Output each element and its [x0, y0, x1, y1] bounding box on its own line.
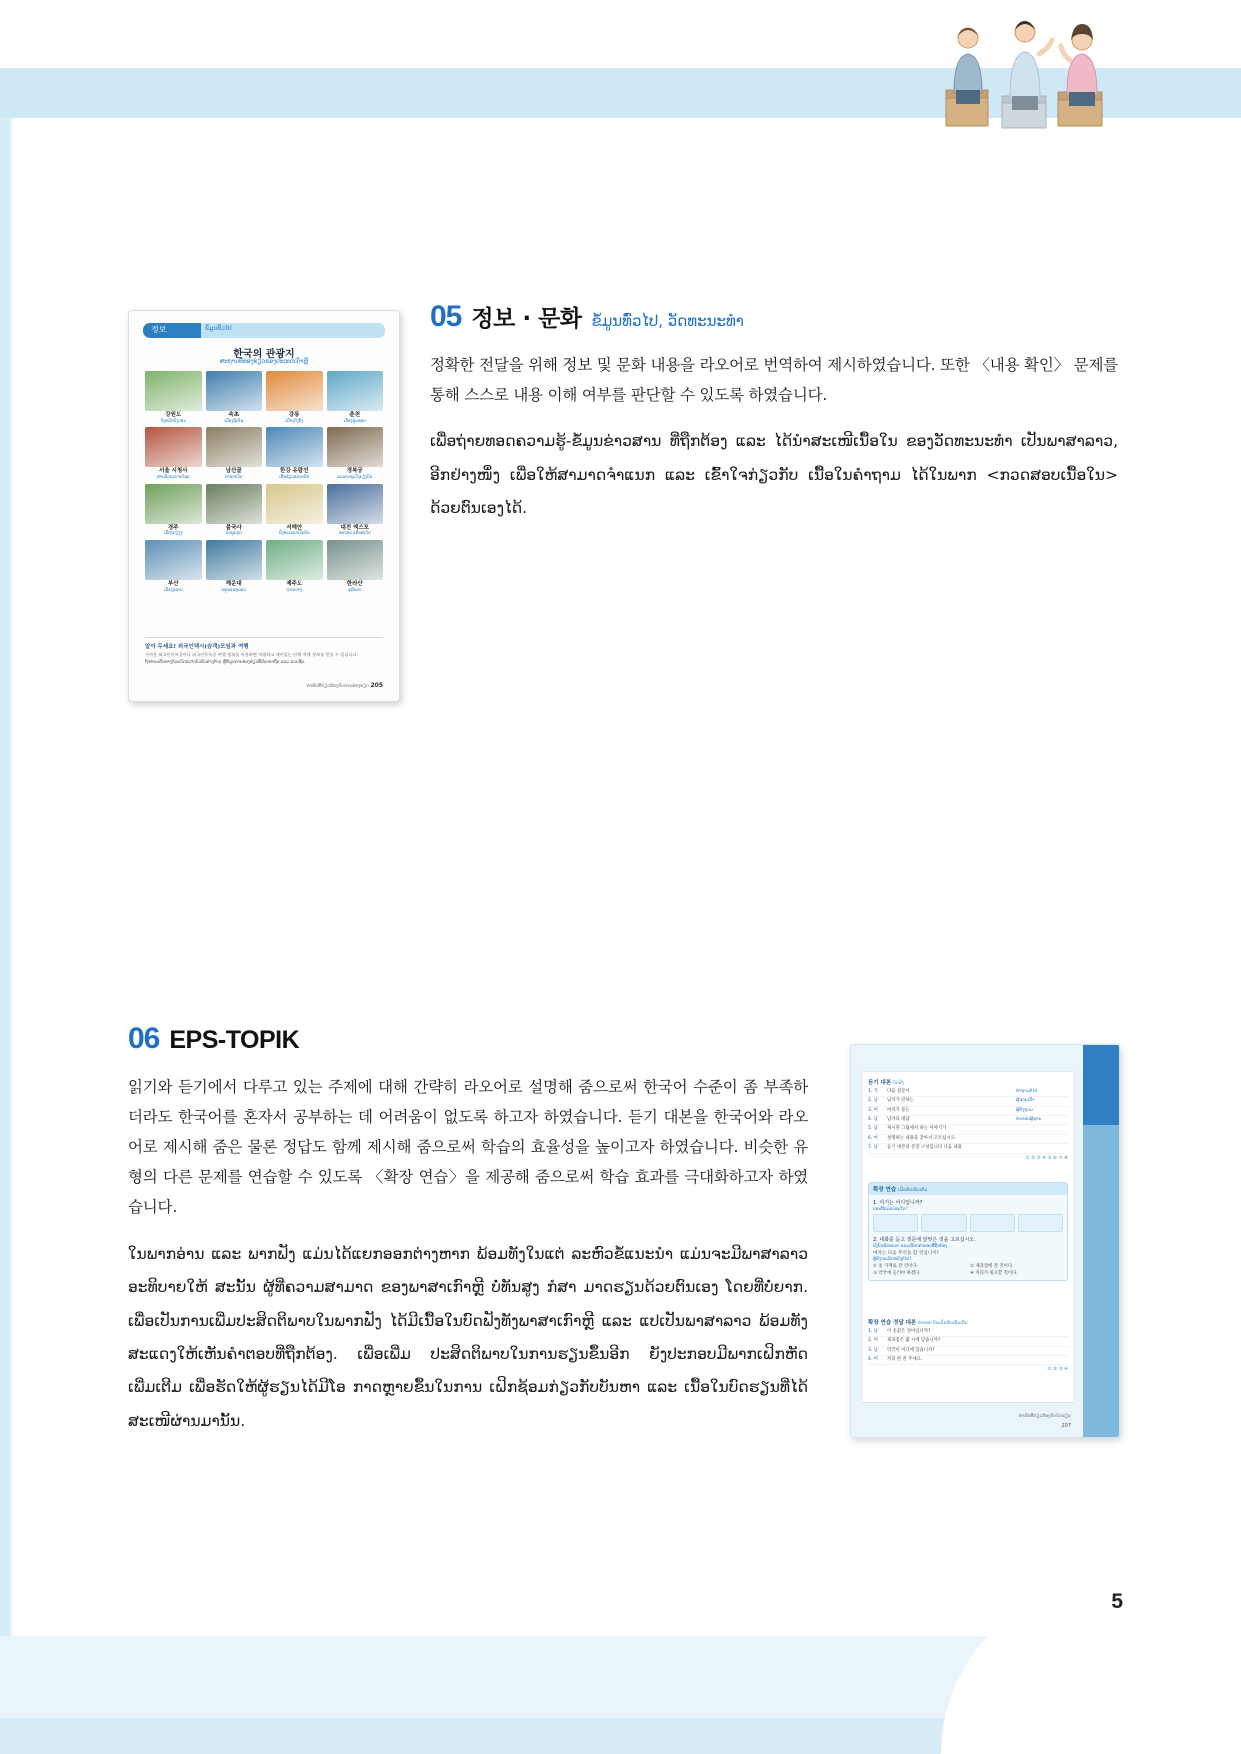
left-rail-inner [10, 118, 13, 1638]
thumbnail-badge-bar [143, 323, 385, 338]
thumbnail-block2-q2: 2. 대화를 듣고 질문에 알맞은 것을 고르십시오. [873, 1237, 976, 1243]
thumbnail-photo-cell [327, 484, 384, 536]
thumbnail-photo-grid [145, 371, 383, 593]
thumbnail-block1-answers: ① ② ③ ④ ⑤ ⑥ ⑦ ⑧ [1025, 1155, 1068, 1161]
thumbnail-photo-caption: 서해안 ຝັ່ງທະເລຕາເວັນຕົກ [278, 524, 310, 536]
thumbnail-block2-q2-sub: 여자는 다음 무엇을 할 것입니까? [873, 1251, 939, 1256]
thumbnail-footer-text: ຄຳສັບທີ່ກ່ຽວຂ້ອງກັບການທ່ອງທ່ຽວ [306, 684, 370, 689]
thumbnail-photo-cell [327, 371, 384, 423]
section-05-heading [430, 300, 1118, 334]
thumbnail-subtitle: ສະຖານທີ່ທ່ອງທ່ຽວຂອງປະເທດເກົາຫຼີ [219, 358, 309, 365]
thumbnail-option-box [970, 1214, 1015, 1232]
thumbnail-photo-cell [266, 540, 323, 592]
thumbnail-photo [327, 484, 384, 524]
thumbnail-expanded-practice-block [868, 1182, 1068, 1281]
section-06-text [128, 1022, 808, 1453]
thumbnail-block3-rows [868, 1328, 1068, 1365]
thumbnail-photo [145, 427, 202, 467]
thumbnail-block2-q1-lo: ບ່ອນນີ້ແມ່ນບ່ອນໃດ? [873, 1206, 908, 1211]
thumbnail-badge-label-lo: ຂໍ້ມູນທົ່ວໄປ [205, 325, 232, 332]
section-06-paragraph-ko: 읽기와 듣기에서 다루고 있는 주제에 대해 간략히 라오어로 설명해 줌으로써 한국어 수준이 좀 부족하더라도 한국어를 혼자서 공부하는 데 어려움이 없도록 하고자 하였습니다. 듣기 대본을 한국어와 라오어로 제시해 줌은 물론 정답도 함께 제시해 줌으로써 학습의 효율성을 높이고자 하였습니다. 비슷한 유형의 다른 문제를 연습할 수 있도록 〈확장 연습〉을 제공해 줌으로써 학습 효과를 극대화하고자 하였습니다. [128, 1077, 808, 1217]
section-05-title-lo: ຂໍ້ມູນທົ່ວໄປ, ວັດທະນະທຳ [591, 312, 744, 330]
thumbnail-script-row: 4. 남 남자의 대답 ຄຳຕອບຜູ້ຊາຍ [868, 1116, 1068, 1125]
thumbnail-script-row: 2. 남 남자가 말하는 ຜູ້ຊາຍເວົ້າ [868, 1097, 1068, 1106]
thumbnail-footer-text: ຄຳສັບທີ່ກ່ຽວຂ້ອງກັບບົດຮຽນ [1018, 1414, 1071, 1419]
thumbnail-footer [307, 682, 383, 689]
thumbnail-option-label: ③ 약국에 들러야 하겠다. [873, 1271, 921, 1276]
thumbnail-page-number: 205 [370, 682, 383, 689]
thumbnail-script-row: 7. 남 듣기 대본의 문장 구성입니다 다음 내용 [868, 1144, 1068, 1153]
thumbnail-photo-cell [327, 427, 384, 479]
thumbnail-script-row: 1. 남 이 옷값은 얼마입니까? [868, 1328, 1068, 1337]
thumbnail-script-row: 3. 남 약국이 어디에 있습니까? [868, 1347, 1068, 1356]
thumbnail-photo [327, 540, 384, 580]
thumbnail-block2-panel [868, 1182, 1068, 1281]
thumbnail-option-label: ① 옷 가게로 갈 것이다. [873, 1264, 918, 1269]
thumbnail-note-line-1: 가까운 외국인등록증이나 외국인등록증 여행 정보를 이용하면 저렴하고 재미있는 단체 여행 정보를 얻을 수 있습니다. [145, 652, 358, 657]
thumbnail-block3-title-ko: 확장 연습 정답 대본 [868, 1320, 917, 1326]
thumbnail-photo-caption: 한강 유람선 ເຮືອທ່ຽວແມ່ນຳຮັນ [279, 468, 310, 479]
thumbnail-block2-q2-sub-lo: ຜູ້ຍິງຈະເຮັດຫຍັງຕໍ່ໄປ? [873, 1256, 912, 1261]
thumbnail-note-box [145, 637, 383, 665]
thumbnail-script-row: 1. 가 다음 질문이 ຄຳຖາມຕໍ່ໄປ [868, 1088, 1068, 1097]
thumbnail-option-box [921, 1214, 966, 1232]
thumbnail-photo-caption: 강원도 ຈັງຫວັດກັງວອນ [160, 412, 186, 423]
thumbnail-photo-caption: 해운대 ແຫຼມແຮອຸນແດ [221, 581, 247, 592]
thumbnail-photo-caption: 경복궁 ພະລາດຊະວັງກຽງບົກ [337, 468, 373, 479]
section-05-paragraph-lo: ເພື່ອຖ່າຍທອດຄວາມຮູ້-ຂໍ້ມູນຂ່າວສານ ທີ່ຖືກຕ້ອງ ແລະ ໄດ້ນຳສະເໜີເນື້ອໃນ ຂອງວັດທະນະທຳ ເປັນພາສາລາວ, ອີກຢ່າງໜຶ່ງ ເພື່ອໃຫ້ສາມາດຈຳແນກ ແລະ ເຂົ້າໃຈກ່ຽວກັບ ເນື້ອໃນຄຳຖາມ ໄດ້ໃນພາກ <ກວດສອບເນື້ອໃນ> ດ້ວຍຕົນເອງໄດ້. [430, 432, 1118, 518]
thumbnail-block3-title-lo: ຄຳຕອບ ບົດເຝິກຫັດເພີ່ມເຕີມ [918, 1321, 968, 1326]
thumbnail-photo-cell [206, 540, 263, 592]
thumbnail-block2-title: 확장 연습 [873, 1187, 897, 1193]
thumbnail-photo [206, 371, 263, 411]
thumbnail-option-label: ② 제과점에 갈 것이다. [970, 1264, 1014, 1269]
thumbnail-photo-cell [206, 484, 263, 536]
thumbnail-block3-title [868, 1318, 1068, 1326]
thumbnail-photo-caption: 춘천 ເມືອງຊຸນຊອນ [343, 412, 366, 423]
thumbnail-photo [266, 484, 323, 524]
thumbnail-option-label: ④ 커피가 필요할 것이다. [970, 1271, 1018, 1276]
thumbnail-photo [206, 540, 263, 580]
thumbnail-block2-options [873, 1263, 1063, 1276]
thumbnail-photo [327, 427, 384, 467]
thumbnail-block1-rows [868, 1088, 1068, 1154]
thumbnail-photo-cell [266, 371, 323, 423]
section-05-number: 05 [430, 300, 462, 333]
thumbnail-title: 한국의 관광지 [233, 349, 295, 360]
thumbnail-photo-cell [206, 427, 263, 479]
thumbnail-photo [266, 371, 323, 411]
thumbnail-block2-q2-lo: ຟັງບົດສົນທະນາ ແລະເລືອກຄຳຕອບທີ່ຖືກຕ້ອງ. [873, 1243, 949, 1248]
thumbnail-photo-caption: 남산골 ນຳຊານກົນ [224, 468, 243, 479]
left-blue-rail [0, 118, 10, 1638]
thumbnail-side-bar [1083, 1045, 1119, 1437]
page-number: 5 [1111, 1590, 1123, 1613]
section-05-paragraph-ko: 정확한 전달을 위해 정보 및 문화 내용을 라오어로 번역하여 제시하였습니다. 또한 〈내용 확인〉 문제를 통해 스스로 내용 이해 여부를 판단할 수 있도록 하였습니다. [430, 355, 1118, 404]
three-people-illustration [940, 14, 1120, 134]
thumbnail-photo [206, 484, 263, 524]
thumbnail-photo-cell [266, 427, 323, 479]
thumbnail-block2-title-lo: ເຝິກຫັດເພີ່ມເຕີມ [898, 1188, 928, 1193]
thumbnail-block1-title [868, 1078, 1068, 1086]
thumbnail-photo-caption: 대전 엑스포 ແທຈອນ ແອັກສະໂປ [338, 524, 371, 536]
thumbnail-photo-caption: 제주도 ເກາະເຈຈູ [286, 581, 303, 592]
thumbnail-photo [266, 540, 323, 580]
thumbnail-photo [145, 371, 202, 411]
eps-topik-page-thumbnail [850, 1044, 1118, 1436]
thumbnail-photo-cell [145, 540, 202, 592]
thumbnail-photo-cell [145, 371, 202, 423]
section-06-number: 06 [128, 1022, 160, 1055]
thumbnail-badge-label: 정보 [151, 325, 167, 334]
thumbnail-photo [145, 484, 202, 524]
thumbnail-photo-caption: 불국사 ວັດພຸນກຸກ [225, 524, 242, 536]
thumbnail-photo-caption: 속초 ເມືອງຊົກໂຊ [224, 412, 244, 423]
thumbnail-script-row: 6. 여 설명하는 내용을 찾아서 고르십시오. [868, 1135, 1068, 1144]
thumbnail-script-row: 2. 여 제과점은 몇 시에 닫습니까? [868, 1337, 1068, 1346]
thumbnail-listening-script-block [868, 1078, 1068, 1161]
thumbnail-photo [145, 540, 202, 580]
thumbnail-photo [327, 371, 384, 411]
thumbnail-answer-script-block [868, 1318, 1068, 1372]
thumbnail-photo-caption: 부산 ເມືອງປູຊານ [163, 581, 183, 592]
section-06-paragraph-lo: ໃນພາກອ່ານ ແລະ ພາກຟັງ ແມ່ນໄດ້ແຍກອອກຕ່າງຫາກ ພ້ອມທັງໃນແຕ່ ລະຫົວຂໍ້ແນະນຳ ແມ່ນຈະມີພາສາລາວອະທິບາຍໃຫ້ ສະນັ້ນ ຜູ້ທີ່ຄວາມສາມາດ ຂອງພາສາເກົາຫຼີ ບໍ່ທັນສູງ ກໍສາ ມາດຮຽນດ້ວຍຕົນເອງ ໂດຍທີ່ບໍ່ຍາກ. ເພື່ອເປັນການເພີ່ມປະສິດຕິພາບໃນພາກຟັງ ໄດ້ມີເນື້ອໃນບົດຟັງທັງພາສາເກົາຫຼີ ແລະ ແປເປັນພາສາລາວ ພ້ອມທັງສະແດງໃຫ້ເຫັນຄຳຕອບທີ່ຖືກຕ້ອງ. ເພື່ອເພີ່ມ ປະສິດຕິພາບໃນການຮຽນຂຶ້ນອີກ ຍັງປະກອບມີພາກເຝິກຫັດເພີ່ມເຕີມ ເພື່ອຮັດໃຫ້ຜູ້ຮຽນໄດ້ມີໂອ ກາດຫຼາຍຂຶ້ນໃນການ ເຝິກຊ້ອມກ່ຽວກັບບັນຫາ ແລະ ເນື້ອໃນບົດຮຽນທີ່ໄດ້ສະເໜີຜ່ານມານັ້ນ. [128, 1245, 808, 1430]
thumbnail-photo-caption: 강릉 ເມືອງກັງນຶງ [285, 412, 304, 423]
thumbnail-block1-title-ko: 듣기 대본 [868, 1080, 892, 1086]
thumbnail-page-number: 207 [1061, 1423, 1071, 1429]
thumbnail-photo-cell [327, 540, 384, 592]
section-06-heading [128, 1022, 808, 1056]
thumbnail-script-row: 5. 남 제시된 그림에서 하는 이야기가 [868, 1125, 1068, 1134]
thumbnail-photo-cell [266, 484, 323, 536]
thumbnail-photo-caption: 서울 시청사 ສານລັດຖະບານໂຊລ [157, 468, 190, 479]
thumbnail-block2-head [869, 1183, 1067, 1195]
section-05-title-ko: 정보 · 문화 [471, 306, 582, 332]
thumbnail-note-line-2: ຖ້າທ່ານເດີນທາງດ້ວຍບັດປະຈຳຕົວຄົນຕ່າງດ້າວ ຫຼືຂໍ້ມູນການທ່ອງທ່ຽວທີ່ມີລາຄາຖືກ ແລະ ມ່ວນຊື່ນ. [145, 658, 306, 664]
thumbnail-option-box [873, 1214, 918, 1232]
thumbnail-photo [206, 427, 263, 467]
thumbnail-block3-answers: ① ② ③ ④ [1047, 1367, 1068, 1373]
section-05-text [430, 300, 1118, 541]
thumbnail-photo-caption: 한라산 ພູຮັນລາ [346, 581, 363, 592]
thumbnail-block2-q1: 1. 여기는 어디입니까? [873, 1200, 923, 1206]
thumbnail-photo-caption: 경주 ເມືອງກຽງຈູ [163, 524, 183, 536]
thumbnail-photo [266, 427, 323, 467]
info-culture-page-thumbnail [128, 310, 398, 700]
thumbnail-note-title: 알아 두세요! 외국인택시(승객)모임과 여행 [145, 644, 249, 650]
thumbnail-sheet [861, 1071, 1075, 1403]
thumbnail-script-row: 3. 여 여자가 묻는 ຜູ້ຍິງຖາມ [868, 1107, 1068, 1116]
thumbnail-photo-cell [145, 484, 202, 536]
thumbnail-script-row: 4. 여 커피 한 잔 주세요. [868, 1356, 1068, 1365]
thumbnail-photo-cell [145, 427, 202, 479]
thumbnail-block1-title-lo: ບົດຟັງ [893, 1081, 904, 1086]
thumbnail-option-box [1018, 1214, 1063, 1232]
section-06-title: EPS-TOPIK [169, 1026, 300, 1054]
thumbnail-photo-cell [206, 371, 263, 423]
